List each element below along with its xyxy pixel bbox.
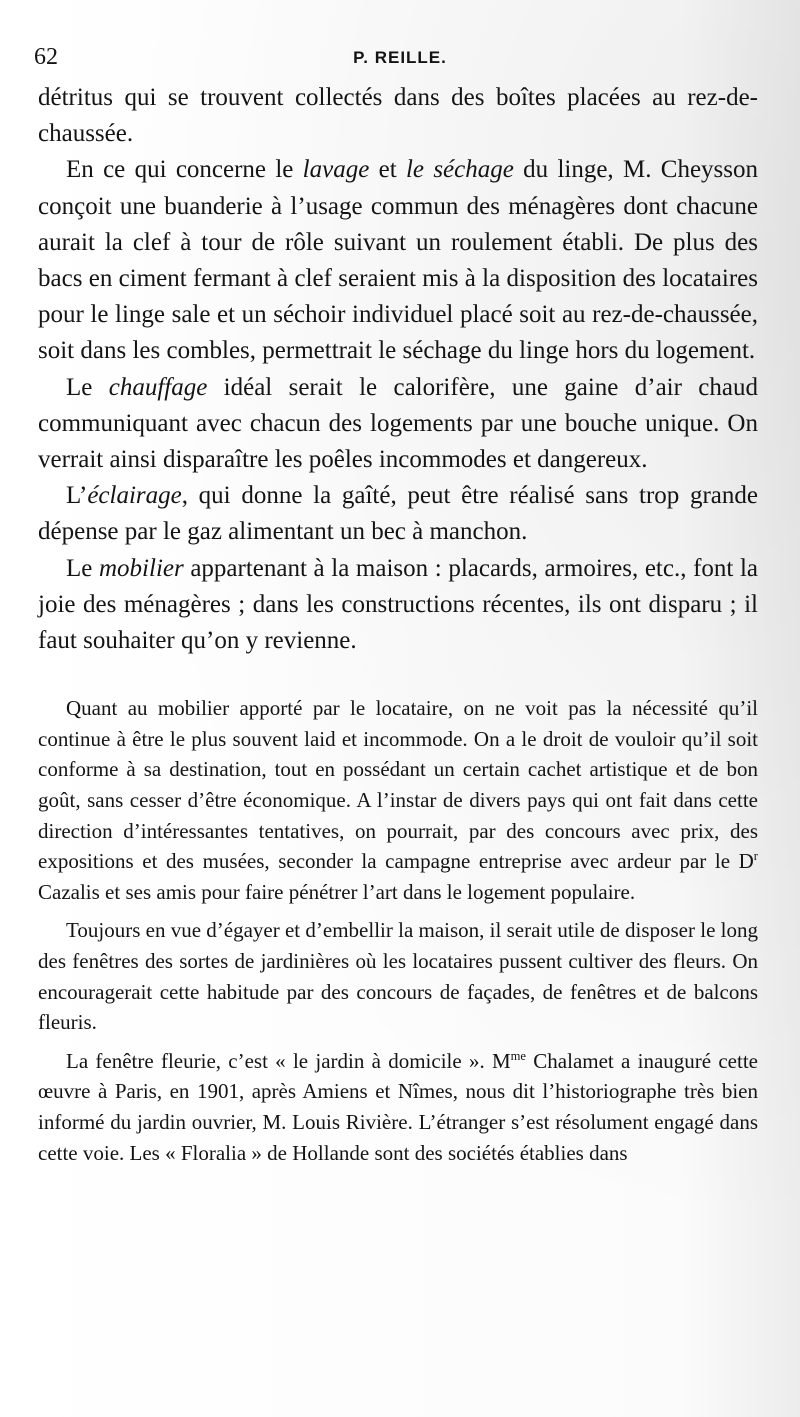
paragraph-mobilier [38, 551, 758, 660]
paragraph-fenetre-fleurie-text-2: Chalamet a inauguré cette œuvre à Paris, en 1901, après Amiens et Nîmes, nous dit l’historiographe très bien informé du jardin ouvrier, M. Louis Rivière. L’étranger s’est résolument engagé dans cette voie. Les « Floralia » de Hollande sont des sociétés établies dans [38, 1048, 758, 1165]
paragraph-jardinieres [38, 915, 758, 1037]
small-text-block [38, 693, 758, 1168]
abbrev-madame-sup: me [510, 1048, 527, 1063]
paragraph-chauffage [38, 370, 758, 479]
paragraph-mobilier-locataire-text-1: Quant au mobilier apporté par le locataire, on ne voit pas la nécessité qu’il continue à être le plus souvent laid et incommode. On a le droit de vouloir qu’il soit conforme à sa destination, tout en possédant un certain cachet artistique et de bon goût, sans cesser d’être économique. A l’instar de divers pays qui ont fait dans cette direction d’intéressantes tentatives, on pourrait, par des concours avec prix, des expositions et des musées, seconder la campagne entreprise avec ardeur par le D [38, 696, 758, 874]
page-header [34, 42, 766, 76]
paragraph-mobilier-text-2: appartenant à la maison : placards, armoires, etc., font la joie des ménagères ; dans les constructions récentes, ils ont disparu ; il faut souhaiter qu’on y revienne. [38, 554, 759, 655]
paragraph-eclairage-text-2: , qui donne la gaîté, peut être réalisé sans trop grande dépense par le gaz alimentant un bec à manchon. [38, 482, 758, 546]
paragraph-lavage-text-2: et [369, 156, 406, 184]
paragraph-eclairage-text-1: L’ [66, 482, 88, 510]
term-chauffage: chauffage [108, 373, 208, 401]
paragraph-chauffage-text-2: idéal serait le calorifère, une gaine d’air chaud communiquant avec chacun des logements par une bouche unique. On verrait ainsi disparaître les poêles incommodes et dangereux. [38, 373, 758, 474]
term-mobilier: mobilier [99, 554, 184, 582]
paragraph-mobilier-locataire [38, 693, 758, 907]
paragraph-eclairage [38, 478, 758, 550]
paragraph-fenetre-fleurie-text-1: La fenêtre fleurie, c’est « le jardin à domicile ». M [66, 1048, 511, 1073]
paragraph-mobilier-locataire-text-2: Cazalis et ses amis pour faire pénétrer l’art dans le logement populaire. [38, 879, 636, 904]
paragraph-detritus-text: détritus qui se trouvent collectés dans des boîtes placées au rez-de-chaussée. [38, 84, 758, 148]
page-number: 62 [34, 44, 58, 70]
term-eclairage: éclairage [87, 482, 182, 510]
paragraph-chauffage-text-1: Le [66, 373, 109, 401]
main-text-block [38, 80, 758, 659]
abbrev-docteur-sup: r [753, 849, 758, 864]
paragraph-lavage [38, 152, 758, 369]
term-lavage: lavage [302, 156, 370, 184]
term-sechage: le séchage [405, 156, 514, 184]
running-head: P. REILLE. [353, 48, 447, 67]
paragraph-jardinieres-text: Toujours en vue d’égayer et d’embellir la maison, il serait utile de disposer le long des fenêtres des sortes de jardinières où les locataires pussent cultiver des fleurs. On encouragerait cette habitude par des concours de façades, de fenêtres et de balcons fleuris. [38, 918, 758, 1035]
paragraph-lavage-text-3: du linge, M. Cheysson conçoit une buanderie à l’usage commun des ménagères dont chacune aurait la clef à tour de rôle suivant un roulement établi. De plus des bacs en ciment fermant à clef seraient mis à la disposition des locataires pour le linge sale et un séchoir individuel placé soit au rez-de-chaussée, soit dans les combles, permettrait le séchage du linge hors du logement. [38, 156, 758, 365]
paragraph-mobilier-text-1: Le [66, 554, 99, 582]
paragraph-fenetre-fleurie [38, 1046, 758, 1168]
paragraph-detritus [38, 80, 758, 152]
paragraph-lavage-text-1: En ce qui concerne le [66, 156, 303, 184]
body-text [38, 80, 758, 1168]
